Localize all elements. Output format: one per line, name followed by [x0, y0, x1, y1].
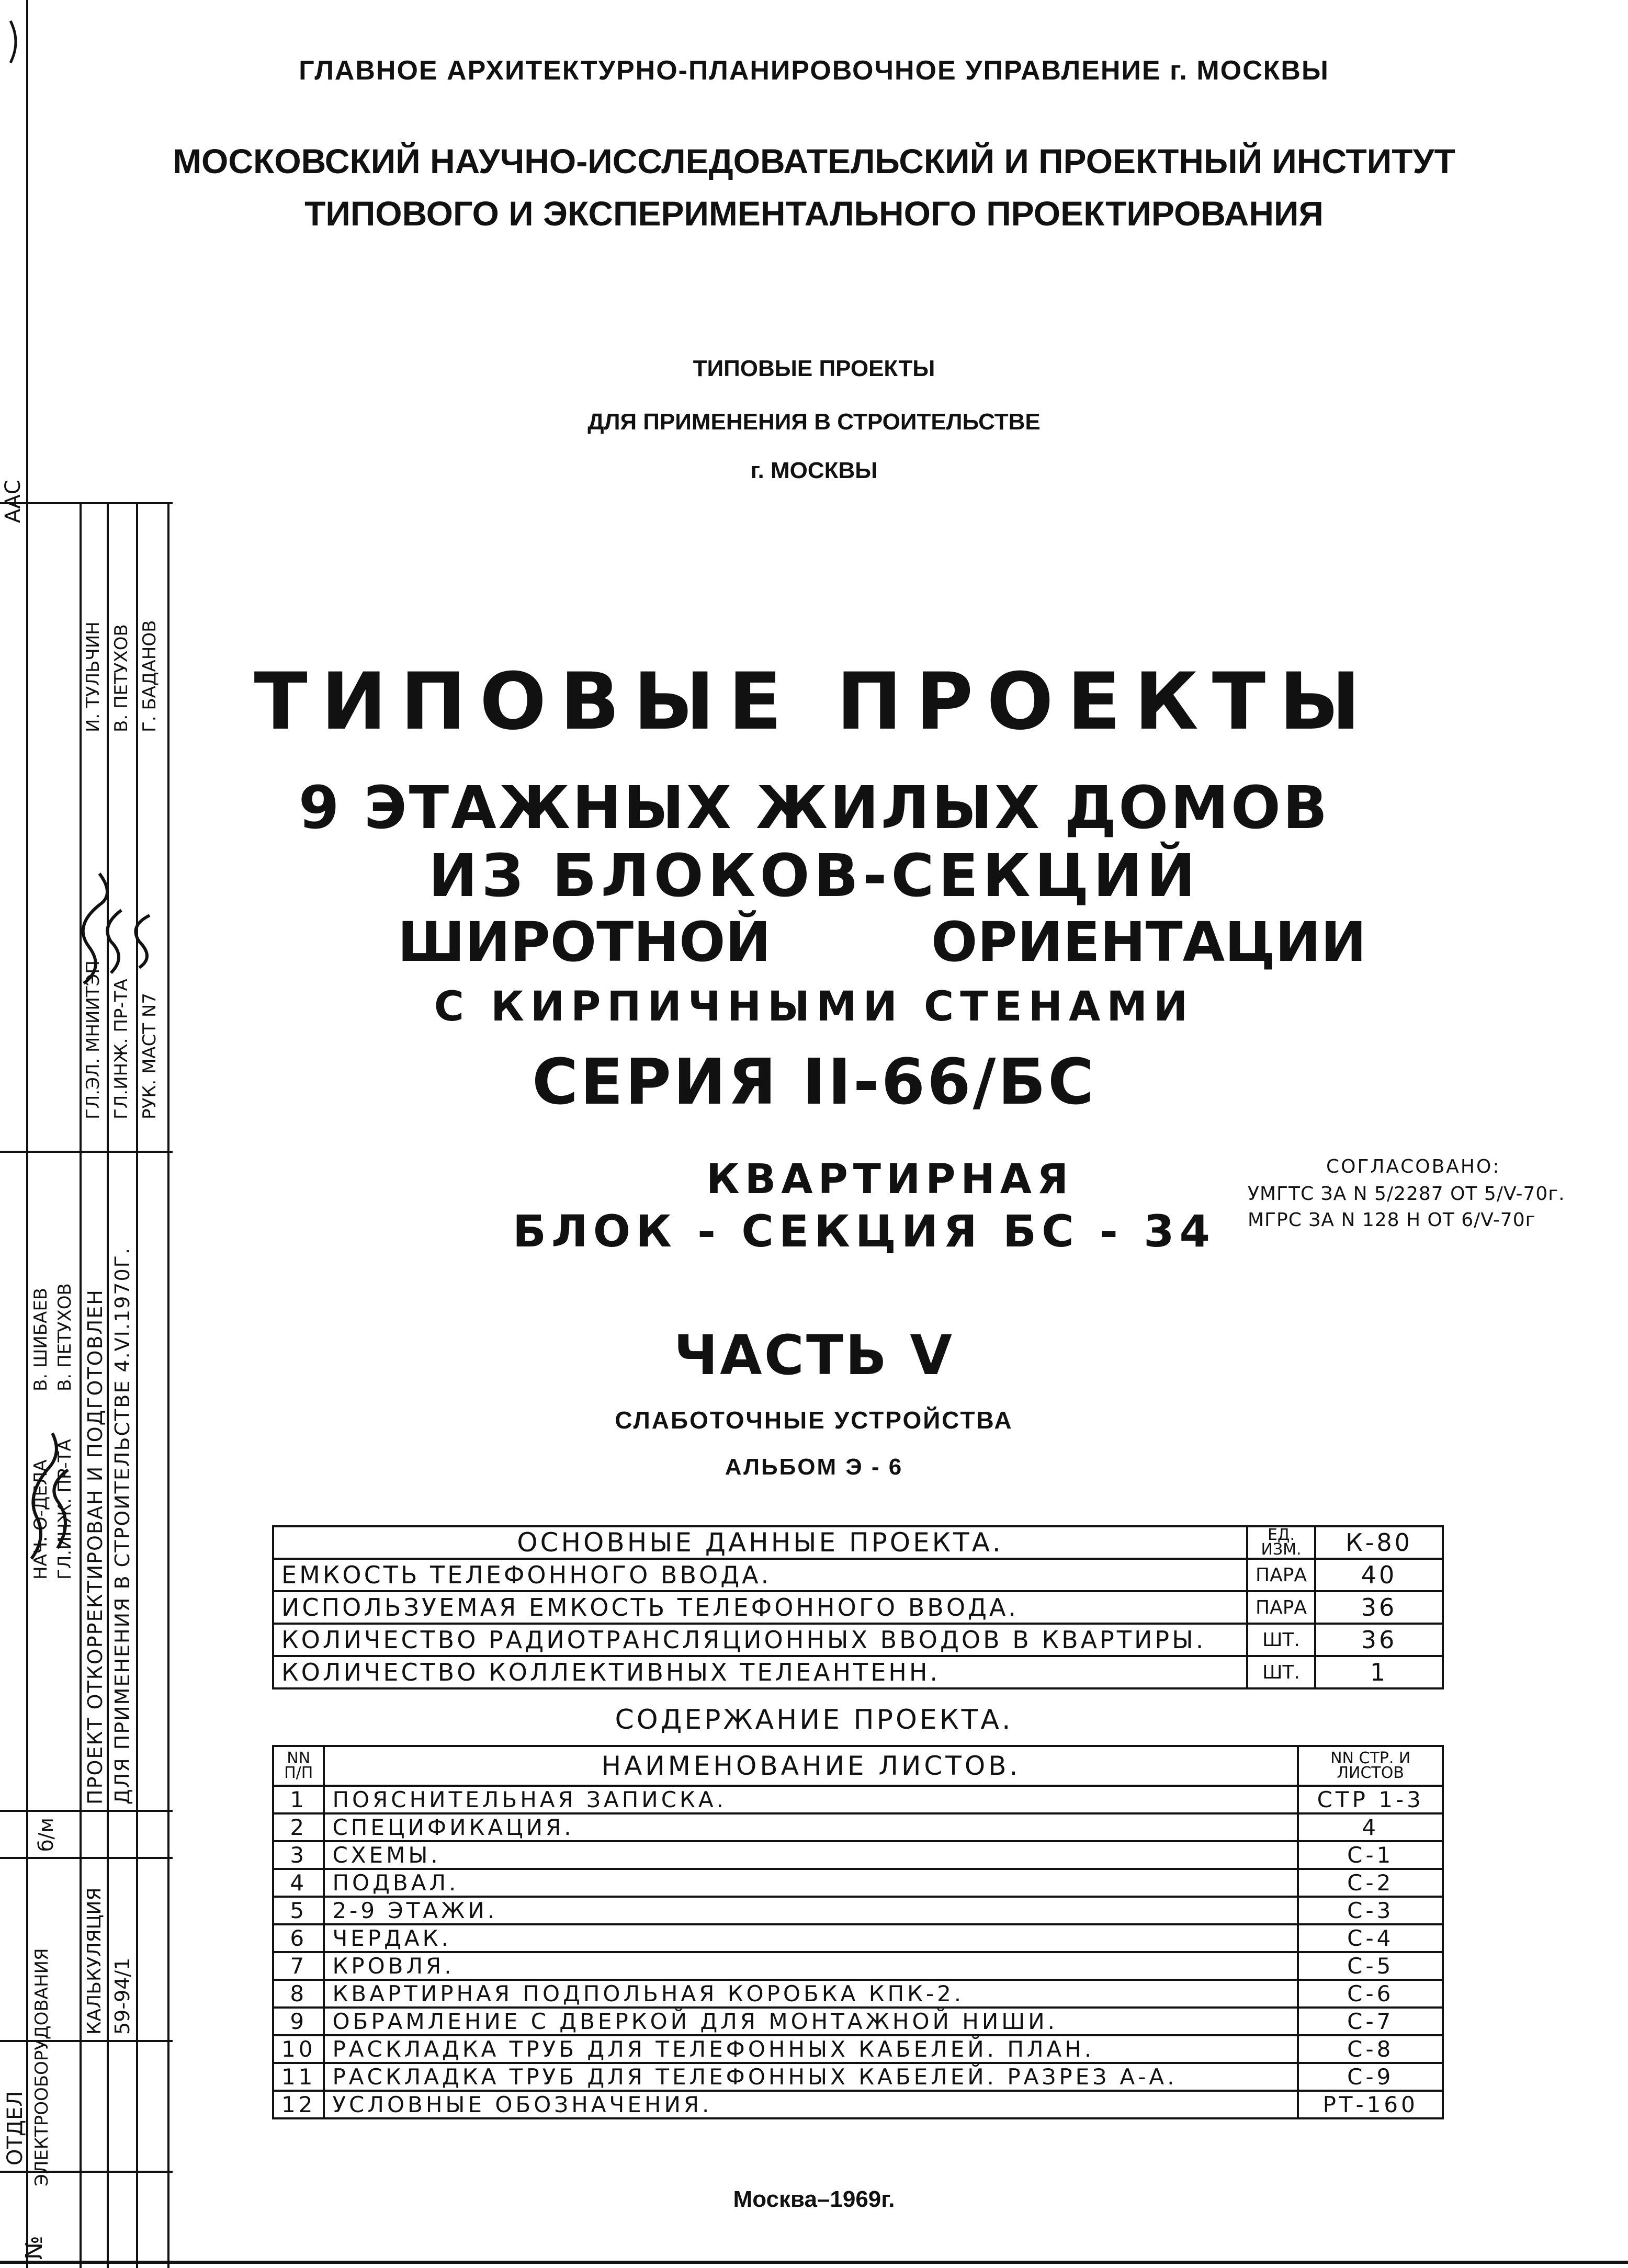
- stamp-project-line1: ПРОЕКТ ОТКОРРЕКТИРОВАН И ПОДГОТОВЛЕН: [84, 1289, 107, 1805]
- table-row: [273, 1813, 1443, 1841]
- contents-num: 9: [273, 2008, 324, 2035]
- stamp-dept-name: ЭЛЕКТРООБОРУДОВАНИЯ: [31, 1948, 52, 2186]
- contents-num: 4: [273, 1869, 324, 1897]
- table-row: [273, 1869, 1443, 1897]
- main-data-header-name: ОСНОВНЫЕ ДАННЫЕ ПРОЕКТА.: [273, 1526, 1247, 1559]
- table-row: [273, 1980, 1443, 2008]
- contents-num: 6: [273, 1924, 324, 1952]
- signature-scribbles: [0, 0, 173, 2268]
- table-row: [273, 1841, 1443, 1869]
- place-year: Москва–1969г.: [733, 2186, 895, 2212]
- main-data-table: [272, 1525, 1444, 1689]
- contents-sheet: С-6: [1298, 1980, 1443, 2008]
- stamp-role-name: В. ПЕТУХОВ: [54, 1283, 75, 1391]
- subtitle-line-2: ДЛЯ ПРИМЕНЕНИЯ В СТРОИТЕЛЬСТВЕ: [587, 409, 1041, 435]
- main-data-value: 36: [1315, 1624, 1443, 1656]
- table-row: [273, 1952, 1443, 1980]
- contents-name: ПОЯСНИТЕЛЬНАЯ ЗАПИСКА.: [324, 1786, 1298, 1813]
- table-row: [273, 1559, 1443, 1591]
- stamp-role-title: ГЛ.ИНЖ. ПР-ТА: [54, 1439, 75, 1580]
- stamp-role-name: Г. БАДАНОВ: [139, 620, 160, 732]
- stamp-dept-label: ОТДЕЛ: [3, 2091, 27, 2165]
- stamp-num-label: №: [21, 2236, 48, 2260]
- stamp-role-title: ГЛ.ИНЖ. ПР-ТА: [111, 979, 132, 1119]
- approval-line-1: УМГТС ЗА N 5/2287 ОТ 5/V-70г.: [1248, 1183, 1565, 1205]
- section-line-1: КВАРТИРНАЯ: [706, 1156, 1074, 1203]
- main-data-value: 40: [1315, 1559, 1443, 1591]
- table-row: [273, 2063, 1443, 2091]
- contents-num: 8: [273, 1980, 324, 2008]
- main-data-unit: ШТ.: [1247, 1624, 1315, 1656]
- main-data-name: КОЛИЧЕСТВО РАДИОТРАНСЛЯЦИОННЫХ ВВОДОВ В КВАРТИРЫ.: [273, 1624, 1247, 1656]
- contents-header-name: НАИМЕНОВАНИЕ ЛИСТОВ.: [324, 1746, 1298, 1786]
- table-row: [273, 2091, 1443, 2118]
- main-data-value: 1: [1315, 1656, 1443, 1688]
- contents-sheet: С-3: [1298, 1897, 1443, 1924]
- table-row: [273, 1897, 1443, 1924]
- title-line-3b: ОРИЕНТАЦИИ: [931, 910, 1366, 974]
- approval-label: СОГЛАСОВАНО:: [1326, 1156, 1501, 1177]
- stamp-role-title: ГЛ.ЭЛ. МНИИТЭП: [83, 960, 104, 1119]
- part-title: ЧАСТЬ V: [674, 1323, 954, 1387]
- main-data-name: КОЛИЧЕСТВО КОЛЛЕКТИВНЫХ ТЕЛЕАНТЕНН.: [273, 1656, 1247, 1688]
- series-title: СЕРИЯ II-66/БС: [532, 1046, 1096, 1119]
- stamp-role-title: НАЧ. О-ДЕЛА: [30, 1459, 51, 1580]
- contents-header-num: NN П/П: [273, 1746, 324, 1786]
- table-row: [273, 1786, 1443, 1813]
- org-line-2: МОСКОВСКИЙ НАУЧНО-ИССЛЕДОВАТЕЛЬСКИЙ И ПРОЕКТНЫЙ ИНСТИТУТ: [173, 142, 1455, 180]
- table-row: [273, 2008, 1443, 2035]
- subtitle-line-1: ТИПОВЫЕ ПРОЕКТЫ: [693, 356, 935, 381]
- org-line-3: ТИПОВОГО И ЭКСПЕРИМЕНТАЛЬНОГО ПРОЕКТИРОВАНИЯ: [304, 194, 1324, 233]
- contents-sheet: С-5: [1298, 1952, 1443, 1980]
- main-title: ТИПОВЫЕ ПРОЕКТЫ: [254, 656, 1374, 747]
- stamp-bm: б/м: [35, 1818, 58, 1852]
- stamp-arch: ААС: [1, 480, 25, 523]
- contents-num: 1: [273, 1786, 324, 1813]
- contents-sheet: С-8: [1298, 2035, 1443, 2063]
- main-data-header-unit: ЕД. ИЗМ.: [1247, 1526, 1315, 1559]
- approval-line-2: МГРС ЗА N 128 Н ОТ 6/V-70г: [1248, 1209, 1536, 1231]
- part-subtitle: СЛАБОТОЧНЫЕ УСТРОЙСТВА: [615, 1407, 1013, 1434]
- contents-num: 11: [273, 2063, 324, 2091]
- main-data-name: ЕМКОСТЬ ТЕЛЕФОННОГО ВВОДА.: [273, 1559, 1247, 1591]
- stamp-project-line2: ДЛЯ ПРИМЕНЕНИЯ В СТРОИТЕЛЬСТВЕ 4.VI.1970Г.: [111, 1247, 134, 1805]
- stamp-role-name: И. ТУЛЬЧИН: [83, 621, 104, 732]
- contents-sheet: С-4: [1298, 1924, 1443, 1952]
- contents-name: 2-9 ЭТАЖИ.: [324, 1897, 1298, 1924]
- contents-name: СПЕЦИФИКАЦИЯ.: [324, 1813, 1298, 1841]
- contents-sheet: 4: [1298, 1813, 1443, 1841]
- contents-sheet: С-2: [1298, 1869, 1443, 1897]
- table-row: [273, 1591, 1443, 1624]
- contents-num: 3: [273, 1841, 324, 1869]
- contents-name: ОБРАМЛЕНИЕ С ДВЕРКОЙ ДЛЯ МОНТАЖНОЙ НИШИ.: [324, 2008, 1298, 2035]
- title-line-4: С КИРПИЧНЫМИ СТЕНАМИ: [434, 983, 1194, 1030]
- stamp-calc-value: 59-94/1: [111, 1957, 134, 2035]
- contents-num: 12: [273, 2091, 324, 2118]
- table-header-row: [273, 1526, 1443, 1559]
- org-line-1: ГЛАВНОЕ АРХИТЕКТУРНО-ПЛАНИРОВОЧНОЕ УПРАВЛЕНИЕ г. МОСКВЫ: [299, 55, 1329, 86]
- contents-name: КВАРТИРНАЯ ПОДПОЛЬНАЯ КОРОБКА КПК-2.: [324, 1980, 1298, 2008]
- side-stamp: [0, 0, 173, 2268]
- table-row: [273, 2035, 1443, 2063]
- contents-sheet: С-9: [1298, 2063, 1443, 2091]
- main-data-header-value: К-80: [1315, 1526, 1443, 1559]
- stamp-calc-label: КАЛЬКУЛЯЦИЯ: [84, 1887, 105, 2035]
- contents-name: УСЛОВНЫЕ ОБОЗНАЧЕНИЯ.: [324, 2091, 1298, 2118]
- contents-sheet: С-1: [1298, 1841, 1443, 1869]
- contents-header-sheet: NN СТР. И ЛИСТОВ: [1298, 1746, 1443, 1786]
- album-label: АЛЬБОМ Э - 6: [725, 1454, 903, 1480]
- main-data-value: 36: [1315, 1591, 1443, 1624]
- contents-name: РАСКЛАДКА ТРУБ ДЛЯ ТЕЛЕФОННЫХ КАБЕЛЕЙ. ПЛАН.: [324, 2035, 1298, 2063]
- contents-name: ПОДВАЛ.: [324, 1869, 1298, 1897]
- main-data-unit: ШТ.: [1247, 1656, 1315, 1688]
- contents-num: 7: [273, 1952, 324, 1980]
- stamp-role-title: РУК. МАСТ N7: [139, 993, 160, 1119]
- table-header-row: [273, 1746, 1443, 1786]
- table-row: [273, 1624, 1443, 1656]
- title-line-3a: ШИРОТНОЙ: [398, 910, 771, 974]
- contents-num: 2: [273, 1813, 324, 1841]
- contents-name: СХЕМЫ.: [324, 1841, 1298, 1869]
- contents-name: РАСКЛАДКА ТРУБ ДЛЯ ТЕЛЕФОННЫХ КАБЕЛЕЙ. РАЗРЕЗ А-А.: [324, 2063, 1298, 2091]
- main-data-unit: ПАРА: [1247, 1591, 1315, 1624]
- contents-sheet: С-7: [1298, 2008, 1443, 2035]
- contents-name: КРОВЛЯ.: [324, 1952, 1298, 1980]
- section-line-2: БЛОК - СЕКЦИЯ БС - 34: [513, 1206, 1215, 1257]
- contents-sheet: СТР 1-3: [1298, 1786, 1443, 1813]
- main-data-unit: ПАРА: [1247, 1559, 1315, 1591]
- table-row: [273, 1656, 1443, 1688]
- contents-table: [272, 1745, 1444, 2119]
- contents-title: СОДЕРЖАНИЕ ПРОЕКТА.: [615, 1704, 1013, 1736]
- subtitle-line-3: г. МОСКВЫ: [750, 458, 878, 483]
- main-data-name: ИСПОЛЬЗУЕМАЯ ЕМКОСТЬ ТЕЛЕФОННОГО ВВОДА.: [273, 1591, 1247, 1624]
- table-row: [273, 1924, 1443, 1952]
- contents-num: 5: [273, 1897, 324, 1924]
- stamp-role-name: В. ПЕТУХОВ: [111, 624, 132, 732]
- title-line-1: 9 ЭТАЖНЫХ ЖИЛЫХ ДОМОВ: [298, 774, 1330, 842]
- contents-name: ЧЕРДАК.: [324, 1924, 1298, 1952]
- contents-sheet: РТ-160: [1298, 2091, 1443, 2118]
- page-border-bottom: [0, 2261, 1628, 2264]
- stamp-role-name: В. ШИБАЕВ: [30, 1287, 51, 1391]
- title-line-2: ИЗ БЛОКОВ-СЕКЦИЙ: [428, 842, 1200, 910]
- contents-num: 10: [273, 2035, 324, 2063]
